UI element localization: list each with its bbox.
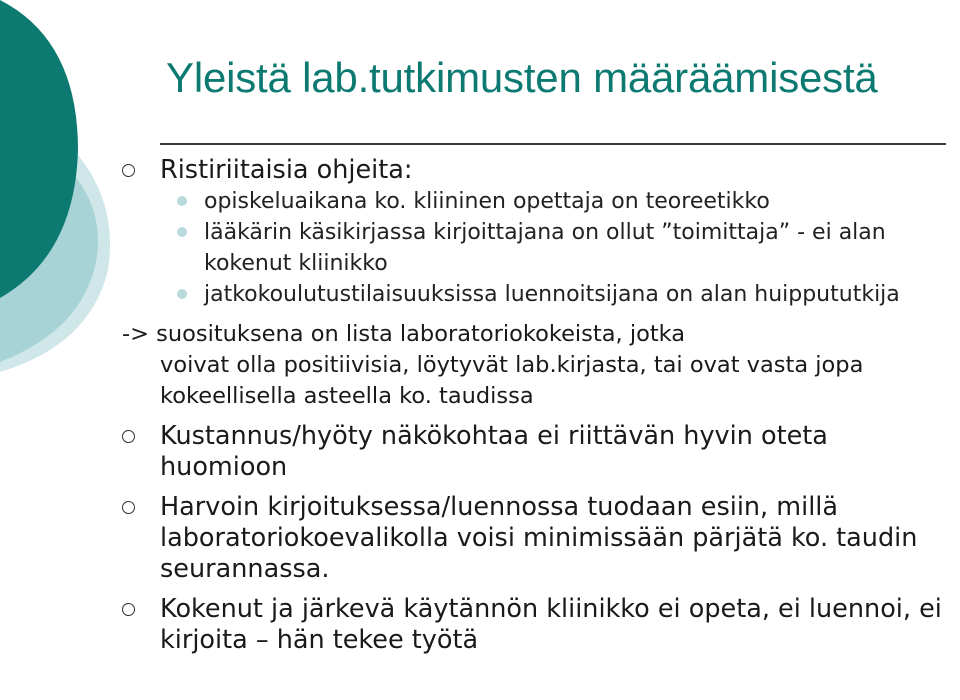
filled-dot-bullet-icon xyxy=(177,196,187,206)
sub-bullet-item xyxy=(204,217,934,279)
sub-bullet-item xyxy=(204,279,934,310)
arrow-note xyxy=(122,319,937,412)
slide-content xyxy=(0,155,960,656)
bullet-item xyxy=(160,594,945,656)
arrow-note-lead: -> suosituksena on lista laboratoriokokeista, jotka xyxy=(122,321,686,347)
sub-bullet-item xyxy=(204,186,934,217)
filled-dot-bullet-icon xyxy=(177,227,187,237)
bullet-item xyxy=(160,492,945,585)
bullet-item xyxy=(160,155,945,186)
title-divider xyxy=(160,143,946,145)
bullet-text: Harvoin kirjoituksessa/luennossa tuodaan esiin, millä laboratoriokoevalikolla voisi minimissään pärjätä ko. taudin seurannassa. xyxy=(160,492,918,584)
filled-dot-bullet-icon xyxy=(177,289,187,299)
sub-bullet-text: lääkärin käsikirjassa kirjoittajana on ollut ”toimittaja” - ei alan kokenut kliinikko xyxy=(204,220,886,276)
hollow-circle-bullet-icon xyxy=(122,430,135,443)
bullet-text: Ristiriitaisia ohjeita: xyxy=(160,155,413,185)
arrow-note-rest: voivat olla positiivisia, löytyvät lab.kirjasta, tai ovat vasta jopa kokeellisella asteella ko. taudissa xyxy=(160,352,864,409)
hollow-circle-bullet-icon xyxy=(122,501,135,514)
bullet-text: Kokenut ja järkevä käytännön kliinikko ei opeta, ei luennoi, ei kirjoita – hän tekee työtä xyxy=(160,594,942,655)
hollow-circle-bullet-icon xyxy=(122,603,135,616)
hollow-circle-bullet-icon xyxy=(122,164,135,177)
sub-bullet-text: jatkokoulutustilaisuuksissa luennoitsijana on alan huippututkija xyxy=(204,282,900,307)
bullet-text: Kustannus/hyöty näkökohtaa ei riittävän hyvin oteta huomioon xyxy=(160,421,828,482)
bullet-item xyxy=(160,421,945,483)
sub-bullet-text: opiskeluaikana ko. kliininen opettaja on teoreetikko xyxy=(204,189,770,214)
slide-title: Yleistä lab.tutkimusten määräämisestä xyxy=(166,54,878,101)
